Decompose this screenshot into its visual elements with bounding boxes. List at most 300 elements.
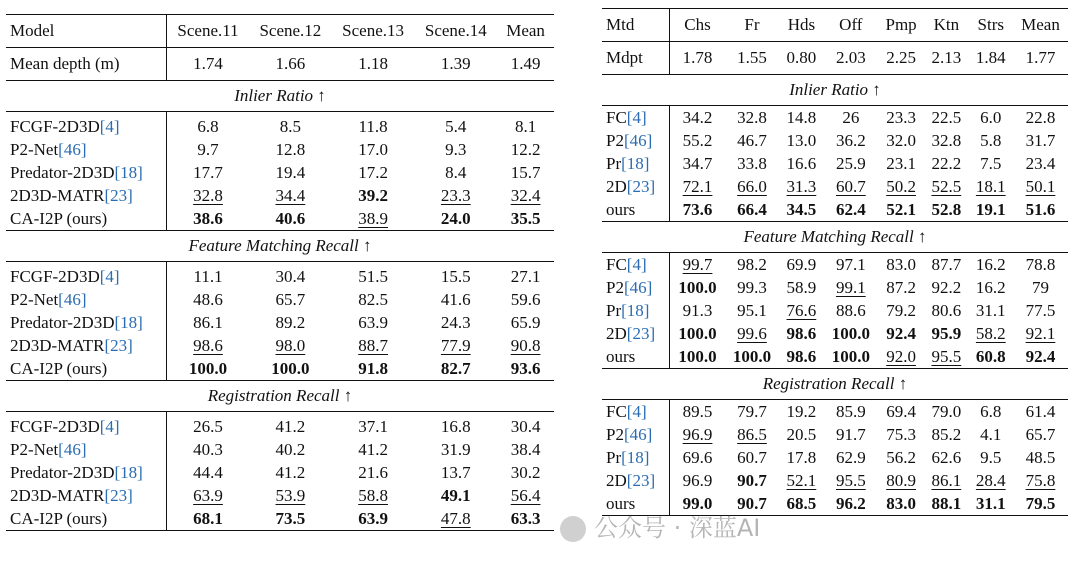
metric-value: 100.0 (678, 324, 717, 343)
metric-value: 30.4 (497, 412, 554, 439)
metric-value: 34.7 (682, 154, 713, 173)
metric-value: 87.7 (924, 253, 968, 277)
method-name (6, 311, 166, 334)
metric-value: 38.9 (358, 209, 388, 228)
metric-value: 100.0 (678, 278, 717, 297)
method-label: FC (606, 108, 627, 127)
citation-ref: [4] (99, 267, 120, 286)
metric-value: 13.0 (786, 131, 817, 150)
metric-value: 27.1 (497, 262, 554, 289)
table-row (6, 262, 554, 289)
left-results-table (6, 14, 554, 531)
metric-value: 39.2 (358, 186, 388, 205)
method-name (602, 299, 670, 322)
citation-ref: [18] (621, 154, 650, 173)
citation-ref: [18] (114, 463, 143, 482)
metric-value: 77.5 (1025, 301, 1056, 320)
citation-ref: [18] (621, 301, 650, 320)
metric-value: 87.2 (886, 278, 916, 297)
metric-value: 51.5 (332, 262, 415, 289)
metric-value: 92.2 (931, 278, 962, 297)
metric-value: 40.2 (275, 440, 306, 459)
method-name (6, 438, 166, 461)
table-row (602, 492, 1068, 516)
metric-value: 95.9 (931, 324, 962, 343)
metric-value: 6.8 (969, 400, 1013, 424)
method-label: P2-Net (10, 290, 59, 309)
method-name (602, 423, 670, 446)
metric-value: 79 (1031, 278, 1049, 297)
method-label: 2D3D-MATR (10, 186, 105, 205)
table-row (602, 469, 1068, 492)
metric-value: 52.8 (931, 200, 962, 219)
metric-value: 69.4 (878, 400, 924, 424)
metric-value: 50.2 (886, 177, 916, 196)
metric-value: 60.8 (975, 347, 1006, 366)
header-row (6, 15, 554, 48)
metric-value: 16.2 (975, 278, 1006, 297)
section-title: Feature Matching Recall ↑ (602, 222, 1068, 253)
wechat-icon (560, 516, 586, 542)
table-row (602, 345, 1068, 369)
mean-depth-value: 1.18 (332, 48, 415, 81)
metric-value: 22.5 (924, 106, 968, 130)
metric-value: 48.5 (1025, 448, 1056, 467)
column-header: Ktn (924, 9, 968, 42)
metric-value: 100.0 (678, 347, 717, 366)
metric-value: 95.1 (737, 301, 767, 320)
metric-value: 52.5 (931, 177, 962, 196)
metric-value: 85.2 (931, 425, 962, 444)
method-label: CA-I2P (ours) (10, 359, 108, 378)
metric-value: 97.1 (824, 253, 878, 277)
method-label: Pr (606, 154, 622, 173)
metric-value: 98.0 (275, 336, 306, 355)
metric-value: 36.2 (835, 131, 866, 150)
method-label: 2D (606, 324, 627, 343)
metric-value: 20.5 (786, 425, 817, 444)
column-header: Mtd (602, 9, 670, 42)
method-label: Predator-2D3D (10, 313, 115, 332)
citation-ref: [46] (623, 425, 653, 444)
metric-value: 26.5 (166, 412, 249, 439)
method-label: ours (606, 347, 636, 366)
metric-value: 86.5 (737, 425, 767, 444)
metric-value: 9.5 (980, 448, 1002, 467)
metric-value: 16.2 (969, 253, 1013, 277)
metric-value: 52.1 (786, 471, 817, 490)
metric-value: 19.1 (975, 200, 1006, 219)
section-title: Feature Matching Recall ↑ (6, 231, 554, 262)
metric-value: 62.4 (835, 200, 866, 219)
table-row (6, 461, 554, 484)
method-name (602, 322, 670, 345)
method-label: ours (606, 494, 636, 513)
metric-value: 56.4 (510, 486, 541, 505)
metric-value: 48.6 (193, 290, 223, 309)
citation-ref: [23] (626, 324, 656, 343)
metric-value: 6.0 (969, 106, 1013, 130)
right-results-table (602, 8, 1068, 516)
metric-value: 50.1 (1025, 177, 1056, 196)
metric-value: 91.8 (358, 359, 388, 378)
metric-value: 23.1 (886, 154, 916, 173)
mean-depth-value: 1.49 (497, 48, 554, 81)
method-label: CA-I2P (ours) (10, 509, 108, 528)
section-title: Inlier Ratio ↑ (602, 75, 1068, 106)
table-row (602, 253, 1068, 277)
column-header: Chs (670, 9, 725, 42)
method-label: P2 (606, 425, 624, 444)
section-title-row (602, 222, 1068, 253)
metric-value: 92.4 (886, 324, 916, 343)
metric-value: 98.6 (193, 336, 223, 355)
metric-value: 25.9 (835, 154, 866, 173)
metric-value: 33.8 (737, 154, 767, 173)
method-name (602, 198, 670, 222)
citation-ref: [46] (58, 290, 87, 309)
method-name (602, 276, 670, 299)
metric-value: 98.6 (786, 347, 817, 366)
method-name (602, 253, 670, 277)
metric-value: 49.1 (440, 486, 471, 505)
metric-value: 88.7 (358, 336, 388, 355)
metric-value: 80.6 (931, 301, 962, 320)
table-row (6, 484, 554, 507)
metric-value: 44.4 (193, 463, 223, 482)
metric-value: 98.2 (725, 253, 779, 277)
metric-value: 79.0 (924, 400, 968, 424)
metric-value: 86.1 (193, 313, 223, 332)
metric-value: 96.2 (824, 492, 878, 516)
citation-ref: [18] (114, 313, 143, 332)
citation-ref: [4] (99, 117, 120, 136)
citation-ref: [23] (104, 486, 133, 505)
citation-ref: [4] (99, 417, 120, 436)
metric-value: 32.8 (193, 186, 223, 205)
metric-value: 93.6 (510, 359, 541, 378)
method-name (602, 469, 670, 492)
metric-value: 17.7 (193, 163, 223, 182)
metric-value: 5.8 (980, 131, 1002, 150)
metric-value: 65.7 (275, 290, 306, 309)
metric-value: 56.2 (886, 448, 916, 467)
metric-value: 22.2 (931, 154, 962, 173)
method-label: 2D3D-MATR (10, 486, 105, 505)
metric-value: 41.2 (358, 440, 388, 459)
method-name (602, 446, 670, 469)
metric-value: 60.7 (835, 177, 866, 196)
mean-depth-row (602, 42, 1068, 75)
mean-depth-value: 1.78 (670, 42, 725, 75)
metric-value: 37.1 (332, 412, 415, 439)
metric-value: 80.9 (886, 471, 916, 490)
mean-depth-value: 1.66 (249, 48, 332, 81)
mean-depth-value: 1.77 (1013, 42, 1068, 75)
metric-value: 34.2 (670, 106, 725, 130)
metric-value: 6.8 (166, 112, 249, 139)
metric-value: 75.8 (1025, 471, 1056, 490)
metric-value: 77.9 (440, 336, 471, 355)
table-row (6, 507, 554, 531)
table-row (602, 299, 1068, 322)
metric-value: 62.6 (931, 448, 962, 467)
metric-value: 58.2 (975, 324, 1006, 343)
section-title: Inlier Ratio ↑ (6, 81, 554, 112)
metric-value: 88.6 (835, 301, 866, 320)
method-label: 2D3D-MATR (10, 336, 105, 355)
metric-value: 41.2 (275, 463, 306, 482)
mean-depth-value: 1.55 (725, 42, 779, 75)
metric-value: 90.7 (737, 471, 767, 490)
method-name (6, 507, 166, 531)
metric-value: 15.7 (510, 163, 541, 182)
method-label: P2 (606, 278, 624, 297)
column-header: Mean (1013, 9, 1068, 42)
section-title: Registration Recall ↑ (6, 381, 554, 412)
metric-value: 90.7 (725, 492, 779, 516)
table-row (602, 129, 1068, 152)
metric-value: 24.3 (440, 313, 471, 332)
metric-value: 68.5 (779, 492, 823, 516)
method-label: P2-Net (10, 140, 59, 159)
metric-value: 98.6 (786, 324, 817, 343)
metric-value: 89.2 (275, 313, 306, 332)
metric-value: 35.5 (510, 209, 541, 228)
method-name (6, 184, 166, 207)
metric-value: 32.8 (931, 131, 962, 150)
row-label: Mdpt (602, 42, 670, 75)
method-name (602, 345, 670, 369)
metric-value: 13.7 (440, 463, 471, 482)
metric-value: 34.4 (275, 186, 306, 205)
metric-value: 72.1 (682, 177, 713, 196)
table-row (6, 112, 554, 139)
metric-value: 9.3 (445, 140, 467, 159)
metric-value: 19.4 (275, 163, 306, 182)
metric-value: 40.6 (275, 209, 306, 228)
method-label: Predator-2D3D (10, 463, 115, 482)
metric-value: 32.0 (886, 131, 916, 150)
metric-value: 17.8 (786, 448, 817, 467)
header-row (602, 9, 1068, 42)
section-title-row (602, 369, 1068, 400)
metric-value: 100.0 (732, 347, 772, 366)
metric-value: 8.5 (249, 112, 332, 139)
method-name (602, 492, 670, 516)
metric-value: 68.1 (166, 507, 249, 531)
metric-value: 92.0 (886, 347, 916, 366)
metric-value: 82.7 (440, 359, 471, 378)
method-name (602, 152, 670, 175)
method-label: FCGF-2D3D (10, 267, 100, 286)
metric-value: 52.1 (886, 200, 916, 219)
metric-value: 38.6 (193, 209, 223, 228)
metric-value: 46.7 (737, 131, 767, 150)
metric-value: 95.5 (931, 347, 962, 366)
column-header: Model (6, 15, 166, 48)
table-row (602, 322, 1068, 345)
metric-value: 100.0 (271, 359, 310, 378)
section-title: Registration Recall ↑ (602, 369, 1068, 400)
metric-value: 12.8 (275, 140, 306, 159)
metric-value: 99.0 (670, 492, 725, 516)
metric-value: 31.9 (440, 440, 471, 459)
table-row (602, 400, 1068, 424)
metric-value: 60.7 (737, 448, 767, 467)
method-name (6, 412, 166, 439)
method-label: P2-Net (10, 440, 59, 459)
metric-value: 53.9 (275, 486, 306, 505)
metric-value: 69.6 (682, 448, 713, 467)
metric-value: 62.9 (835, 448, 866, 467)
method-name (6, 138, 166, 161)
table-row (602, 198, 1068, 222)
table-row (6, 161, 554, 184)
metric-value: 92.4 (1025, 347, 1056, 366)
metric-value: 14.8 (779, 106, 823, 130)
method-name (6, 357, 166, 381)
metric-value: 100.0 (831, 347, 870, 366)
metric-value: 63.9 (358, 313, 388, 332)
metric-value: 38.4 (510, 440, 541, 459)
metric-value: 17.0 (358, 140, 388, 159)
table-row (6, 311, 554, 334)
metric-value: 88.1 (924, 492, 968, 516)
metric-value: 12.2 (510, 140, 541, 159)
metric-value: 31.1 (969, 492, 1013, 516)
table-row (6, 334, 554, 357)
metric-value: 18.1 (975, 177, 1006, 196)
citation-ref: [23] (104, 186, 133, 205)
table-row (602, 106, 1068, 130)
metric-value: 8.1 (497, 112, 554, 139)
metric-value: 82.5 (358, 290, 388, 309)
metric-value: 96.9 (682, 425, 713, 444)
metric-value: 11.8 (332, 112, 415, 139)
metric-value: 28.4 (975, 471, 1006, 490)
column-header: Scene.11 (166, 15, 249, 48)
citation-ref: [4] (626, 255, 647, 274)
metric-value: 26 (824, 106, 878, 130)
metric-value: 90.8 (510, 336, 541, 355)
metric-value: 96.9 (682, 471, 713, 490)
table-row (6, 207, 554, 231)
metric-value: 7.5 (980, 154, 1002, 173)
table-row (602, 423, 1068, 446)
metric-value: 79.5 (1013, 492, 1068, 516)
metric-value: 66.4 (737, 200, 767, 219)
column-header: Off (824, 9, 878, 42)
metric-value: 58.9 (786, 278, 817, 297)
metric-value: 4.1 (980, 425, 1002, 444)
metric-value: 32.8 (725, 106, 779, 130)
method-name (6, 461, 166, 484)
method-name (6, 262, 166, 289)
row-label: Mean depth (m) (6, 48, 166, 81)
metric-value: 23.3 (878, 106, 924, 130)
table-row (6, 288, 554, 311)
metric-value: 100.0 (831, 324, 870, 343)
metric-value: 99.6 (737, 324, 767, 343)
column-header: Mean (497, 15, 554, 48)
table-row (602, 276, 1068, 299)
metric-value: 63.3 (497, 507, 554, 531)
method-name (602, 400, 670, 424)
metric-value: 16.8 (414, 412, 497, 439)
metric-value: 83.0 (878, 492, 924, 516)
metric-value: 34.5 (786, 200, 817, 219)
metric-value: 30.4 (249, 262, 332, 289)
method-name (6, 484, 166, 507)
mean-depth-value: 1.84 (969, 42, 1013, 75)
method-name (6, 288, 166, 311)
method-name (6, 161, 166, 184)
metric-value: 15.5 (414, 262, 497, 289)
citation-ref: [46] (58, 440, 87, 459)
citation-ref: [18] (114, 163, 143, 182)
metric-value: 61.4 (1013, 400, 1068, 424)
metric-value: 99.7 (670, 253, 725, 277)
mean-depth-row (6, 48, 554, 81)
column-header: Fr (725, 9, 779, 42)
table-row (602, 152, 1068, 175)
watermark-text: 公众号 · 深蓝AI (594, 514, 761, 542)
metric-value: 79.2 (886, 301, 916, 320)
metric-value: 11.1 (166, 262, 249, 289)
method-label: Predator-2D3D (10, 163, 115, 182)
metric-value: 83.0 (878, 253, 924, 277)
metric-value: 73.5 (249, 507, 332, 531)
metric-value: 79.7 (725, 400, 779, 424)
metric-value: 21.6 (358, 463, 388, 482)
metric-value: 65.7 (1025, 425, 1056, 444)
method-label: 2D (606, 471, 627, 490)
metric-value: 8.4 (445, 163, 467, 182)
table-row (6, 138, 554, 161)
column-header: Pmp (878, 9, 924, 42)
metric-value: 63.9 (193, 486, 223, 505)
table-row (6, 438, 554, 461)
metric-value: 47.8 (414, 507, 497, 531)
citation-ref: [23] (104, 336, 133, 355)
method-label: Pr (606, 301, 622, 320)
metric-value: 31.1 (975, 301, 1006, 320)
column-header: Hds (779, 9, 823, 42)
method-label: FCGF-2D3D (10, 417, 100, 436)
mean-depth-value: 2.03 (824, 42, 878, 75)
column-header: Scene.12 (249, 15, 332, 48)
citation-ref: [46] (623, 278, 653, 297)
metric-value: 19.2 (779, 400, 823, 424)
method-label: FC (606, 255, 627, 274)
citation-ref: [46] (58, 140, 87, 159)
metric-value: 100.0 (188, 359, 228, 378)
metric-value: 78.8 (1013, 253, 1068, 277)
metric-value: 23.3 (440, 186, 471, 205)
citation-ref: [4] (626, 402, 647, 421)
method-name (6, 112, 166, 139)
table-row (6, 184, 554, 207)
metric-value: 91.7 (835, 425, 866, 444)
section-title-row (6, 81, 554, 112)
column-header: Scene.13 (332, 15, 415, 48)
metric-value: 66.0 (737, 177, 767, 196)
method-name (602, 129, 670, 152)
metric-value: 16.6 (786, 154, 817, 173)
metric-value: 95.5 (835, 471, 866, 490)
metric-value: 86.1 (931, 471, 962, 490)
